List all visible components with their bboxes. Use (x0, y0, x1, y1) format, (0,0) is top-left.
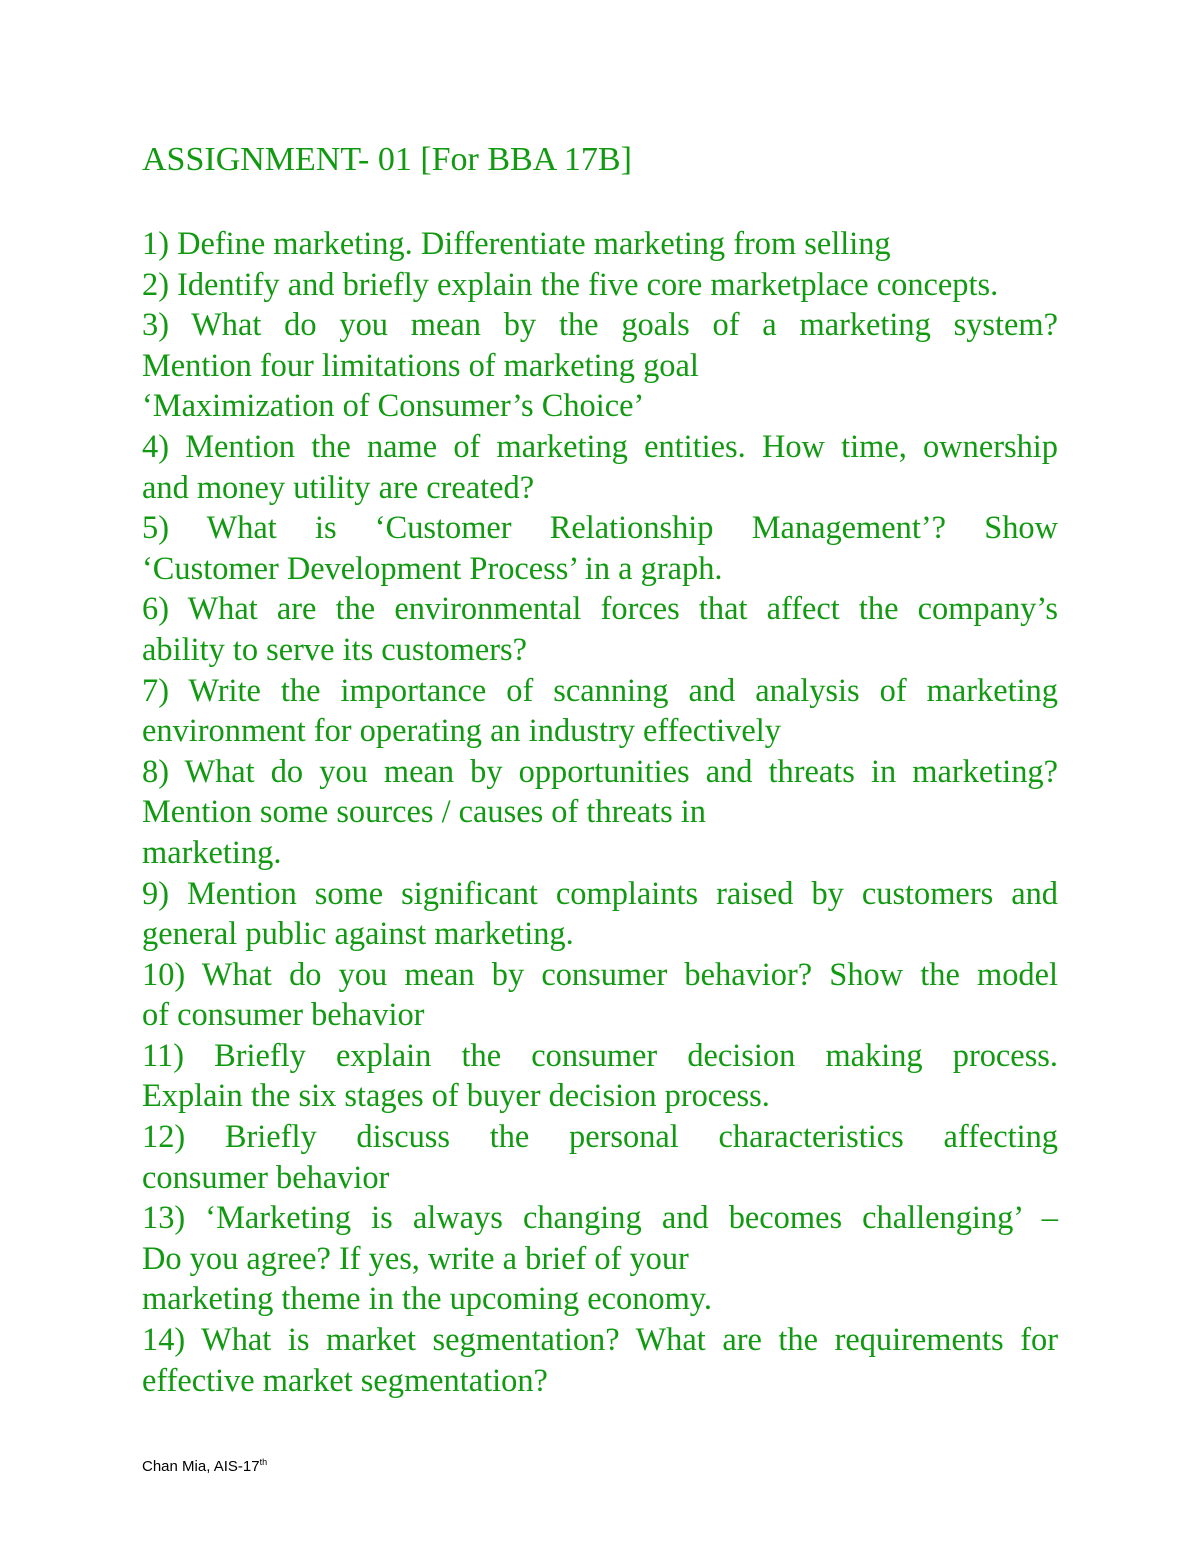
question-line: environment for operating an industry effectively (142, 713, 781, 750)
question-line: Explain the six stages of buyer decision process. (142, 1078, 770, 1115)
assignment-title: ASSIGNMENT- 01 [For BBA 17B] (142, 141, 632, 178)
question-line: ability to serve its customers? (142, 631, 528, 668)
question-line: 8) What do you mean by opportunities and threats in marketing? (142, 753, 1058, 790)
question-line: 9) Mention some significant complaints raised by customers and (142, 875, 1058, 912)
question-line: ‘Customer Development Process’ in a graph. (142, 550, 723, 587)
question-line: 6) What are the environmental forces that affect the company’s (142, 591, 1058, 628)
question-line: consumer behavior (142, 1159, 390, 1196)
question-line: ‘Maximization of Consumer’s Choice’ (142, 388, 645, 425)
footer-author-text: Chan Mia, AIS-17 (142, 1458, 260, 1475)
question-line: and money utility are created? (142, 469, 535, 506)
question-line: Do you agree? If yes, write a brief of your (142, 1240, 689, 1277)
question-list (142, 224, 1058, 1401)
question-line: general public against marketing. (142, 916, 574, 953)
question-line: 10) What do you mean by consumer behavior? Show the model (142, 956, 1058, 993)
question-line: 5) What is ‘Customer Relationship Management’? Show (142, 510, 1058, 547)
question-line: marketing. (142, 834, 282, 871)
question-line: 11) Briefly explain the consumer decision making process. (142, 1037, 1058, 1074)
question-line: effective market segmentation? (142, 1362, 548, 1399)
question-line: 14) What is market segmentation? What are the requirements for (142, 1322, 1058, 1359)
question-line: Mention four limitations of marketing goal (142, 347, 699, 384)
question-line: 4) Mention the name of marketing entities. How time, ownership (142, 428, 1058, 465)
question-line: 1) Define marketing. Differentiate marketing from selling (142, 226, 891, 262)
question-line: 2) Identify and briefly explain the five core marketplace concepts. (142, 266, 999, 303)
question-line: 7) Write the importance of scanning and analysis of marketing (142, 672, 1058, 709)
question-line: of consumer behavior (142, 997, 425, 1034)
question-line: 13) ‘Marketing is always changing and becomes challenging’ – (142, 1200, 1058, 1237)
footer-author (142, 1457, 267, 1477)
question-line: Mention some sources / causes of threats in (142, 794, 707, 831)
footer-superscript: th (259, 1457, 268, 1467)
question-line: marketing theme in the upcoming economy. (142, 1281, 712, 1318)
question-line: 3) What do you mean by the goals of a marketing system? (142, 307, 1058, 344)
question-line: 12) Briefly discuss the personal characteristics affecting (142, 1119, 1058, 1156)
